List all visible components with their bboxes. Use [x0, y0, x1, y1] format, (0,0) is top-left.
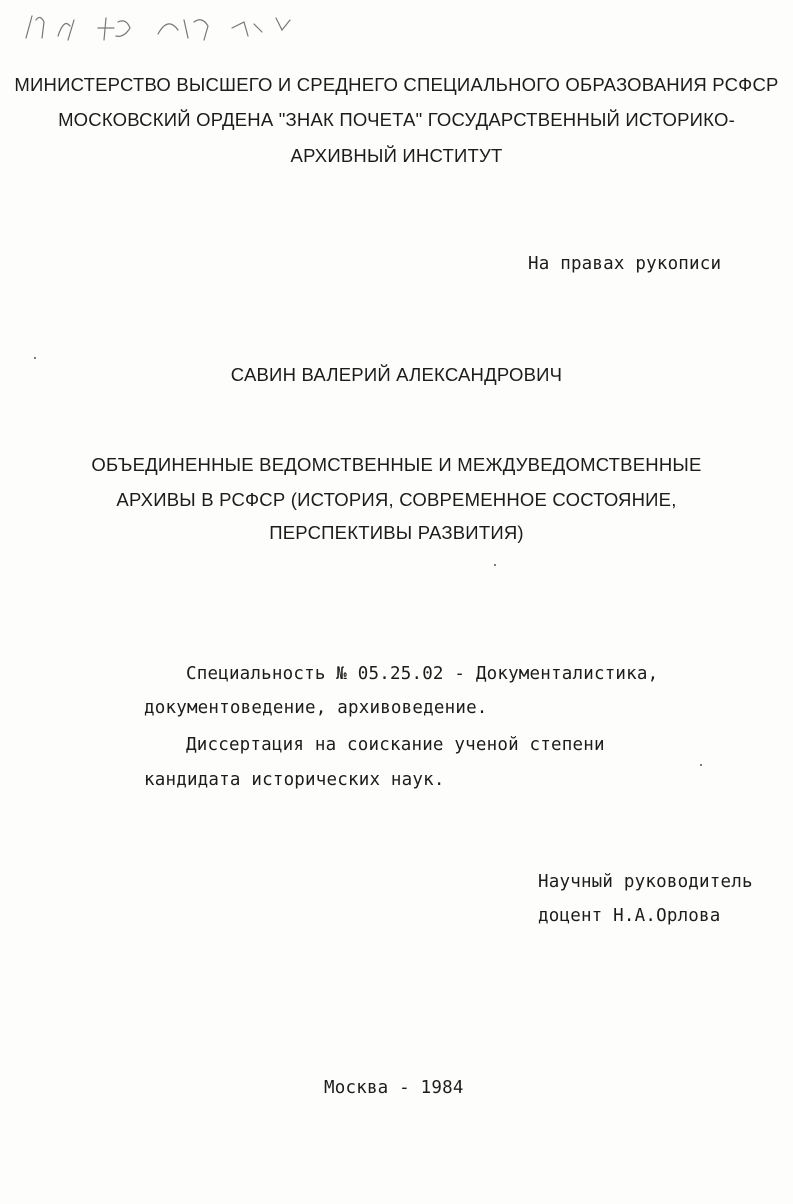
paper-speck: [700, 764, 702, 766]
institute-line-continued: АРХИВНЫЙ ИНСТИТУТ: [290, 145, 503, 166]
institute-line: МОСКОВСКИЙ ОРДЕНА "ЗНАК ПОЧЕТА" ГОСУДАРСТВЕННЫЙ ИСТОРИКО-: [58, 109, 735, 130]
degree-line: Диссертация на соискание ученой степени: [186, 735, 605, 755]
handwritten-mark: [18, 8, 298, 48]
supervisor-label: Научный руководитель: [538, 872, 753, 892]
paper-speck: [494, 564, 496, 566]
dissertation-title-line: ОБЪЕДИНЕННЫЕ ВЕДОМСТВЕННЫЕ И МЕЖДУВЕДОМСТВЕННЫЕ: [91, 454, 702, 475]
dissertation-title-line: ПЕРСПЕКТИВЫ РАЗВИТИЯ): [269, 522, 524, 543]
specialty-line: документоведение, архивоведение.: [144, 698, 488, 718]
supervisor-name: доцент Н.А.Орлова: [538, 906, 721, 926]
degree-line: кандидата исторических наук.: [144, 770, 445, 790]
ministry-line: МИНИСТЕРСТВО ВЫСШЕГО И СРЕДНЕГО СПЕЦИАЛЬНОГО ОБРАЗОВАНИЯ РСФСР: [14, 74, 779, 95]
dissertation-title-line: АРХИВЫ В РСФСР (ИСТОРИЯ, СОВРЕМЕННОЕ СОСТОЯНИЕ,: [116, 489, 677, 510]
place-and-year: Москва - 1984: [324, 1078, 464, 1098]
manuscript-rights-note: На правах рукописи: [528, 254, 722, 274]
specialty-line: Специальность № 05.25.02 - Документалистика,: [186, 664, 659, 684]
author-name: САВИН ВАЛЕРИЙ АЛЕКСАНДРОВИЧ: [230, 364, 563, 385]
paper-speck: [34, 357, 36, 359]
